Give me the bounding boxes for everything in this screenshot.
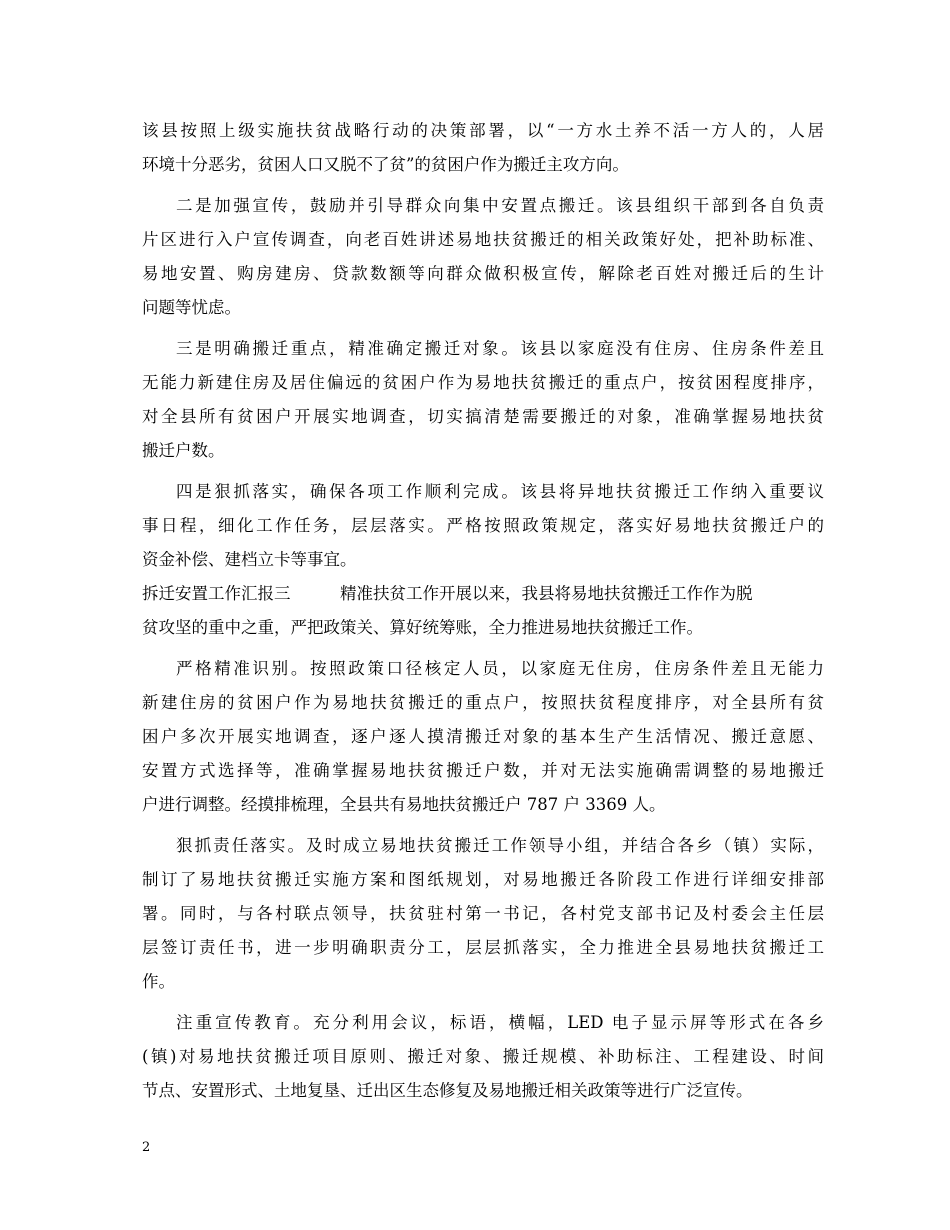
text-line: 无能力新建住房及居住偏远的贫困户作为易地扶贫搬迁的重点户，按贫困程度排序， [142, 373, 824, 392]
text-line: 事日程，细化工作任务，层层落实。严格按照政策规定，落实好易地扶贫搬迁户的 [142, 516, 824, 535]
text-line: 作。 [142, 972, 175, 991]
paragraph [142, 114, 824, 182]
text-line: 节点、安置形式、土地复垦、迁出区生态修复及易地搬迁相关政策等进行广泛宣传。 [142, 1081, 753, 1100]
document-body [142, 114, 824, 1108]
section-heading: 拆迁安置工作汇报三 [142, 584, 291, 603]
paragraph [142, 332, 824, 468]
text-line: 问题等忧虑。 [142, 298, 241, 317]
paragraph [142, 652, 824, 822]
text-line: 片区进行入户宣传调查，向老百姓讲述易地扶贫搬迁的相关政策好处，把补助标准、 [142, 230, 824, 249]
paragraph [142, 475, 824, 577]
text-line: 二是加强宣传，鼓励并引导群众向集中安置点搬迁。该县组织干部到各自负责 [176, 196, 824, 215]
text-line: 注重宣传教育。充分利用会议，标语，横幅，LED 电子显示屏等形式在各乡 [176, 1013, 824, 1032]
paragraph [142, 1006, 824, 1108]
text-line [142, 577, 824, 611]
paragraph [142, 829, 824, 999]
text-line: 困户多次开展实地调查，逐户逐人摸清搬迁对象的基本生产生活情况、搬迁意愿、 [142, 727, 824, 746]
text-line: 严格精准识别。按照政策口径核定人员，以家庭无住房，住房条件差且无能力 [176, 659, 824, 678]
text-line: 四是狠抓落实，确保各项工作顺利完成。该县将异地扶贫搬迁工作纳入重要议 [176, 482, 824, 501]
text-line: 贫攻坚的重中之重，严把政策关、算好统筹账，全力推进易地扶贫搬迁工作。 [142, 618, 703, 637]
text-line: 环境十分恶劣，贫困人口又脱不了贫”的贫困户作为搬迁主攻方向。 [142, 155, 629, 174]
text-line: 户进行调整。经摸排梳理，全县共有易地扶贫搬迁户 787 户 3369 人。 [142, 795, 666, 814]
text-line: 新建住房的贫困户作为易地扶贫搬迁的重点户，按照扶贫程度排序，对全县所有贫 [142, 693, 824, 712]
text-line: 资金补偿、建档立卡等事宜。 [142, 550, 357, 569]
text-line: 制订了易地扶贫搬迁实施方案和图纸规划，对易地搬迁各阶段工作进行详细安排部 [142, 870, 824, 889]
paragraph [142, 189, 824, 325]
text-line: 对全县所有贫困户开展实地调查，切实搞清楚需要搬迁的对象，准确掌握易地扶贫 [142, 407, 824, 426]
text-line: 三是明确搬迁重点，精准确定搬迁对象。该县以家庭没有住房、住房条件差且 [176, 339, 824, 358]
text-line: 层签订责任书，进一步明确职责分工，层层抓落实，全力推进全县易地扶贫搬迁工 [142, 938, 824, 957]
text-line: 安置方式选择等，准确掌握易地扶贫搬迁户数，并对无法实施确需调整的易地搬迁 [142, 761, 824, 780]
page-number: 2 [142, 1140, 151, 1155]
text-line: 狠抓责任落实。及时成立易地扶贫搬迁工作领导小组，并结合各乡（镇）实际， [176, 836, 824, 855]
heading-line-text: 精准扶贫工作开展以来，我县将易地扶贫搬迁工作作为脱 [340, 584, 753, 603]
text-line: 署。同时，与各村联点领导，扶贫驻村第一书记，各村党支部书记及村委会主任层 [142, 904, 824, 923]
text-line: 易地安置、购房建房、贷款数额等向群众做积极宣传，解除老百姓对搬迁后的生计 [142, 264, 824, 283]
text-line: 搬迁户数。 [142, 441, 225, 460]
text-line: (镇)对易地扶贫搬迁项目原则、搬迁对象、搬迁规模、补助标注、工程建设、时间 [142, 1047, 824, 1066]
paragraph [142, 577, 824, 645]
text-line: 该县按照上级实施扶贫战略行动的决策部署，以“一方水土养不活一方人的，人居 [142, 121, 824, 140]
